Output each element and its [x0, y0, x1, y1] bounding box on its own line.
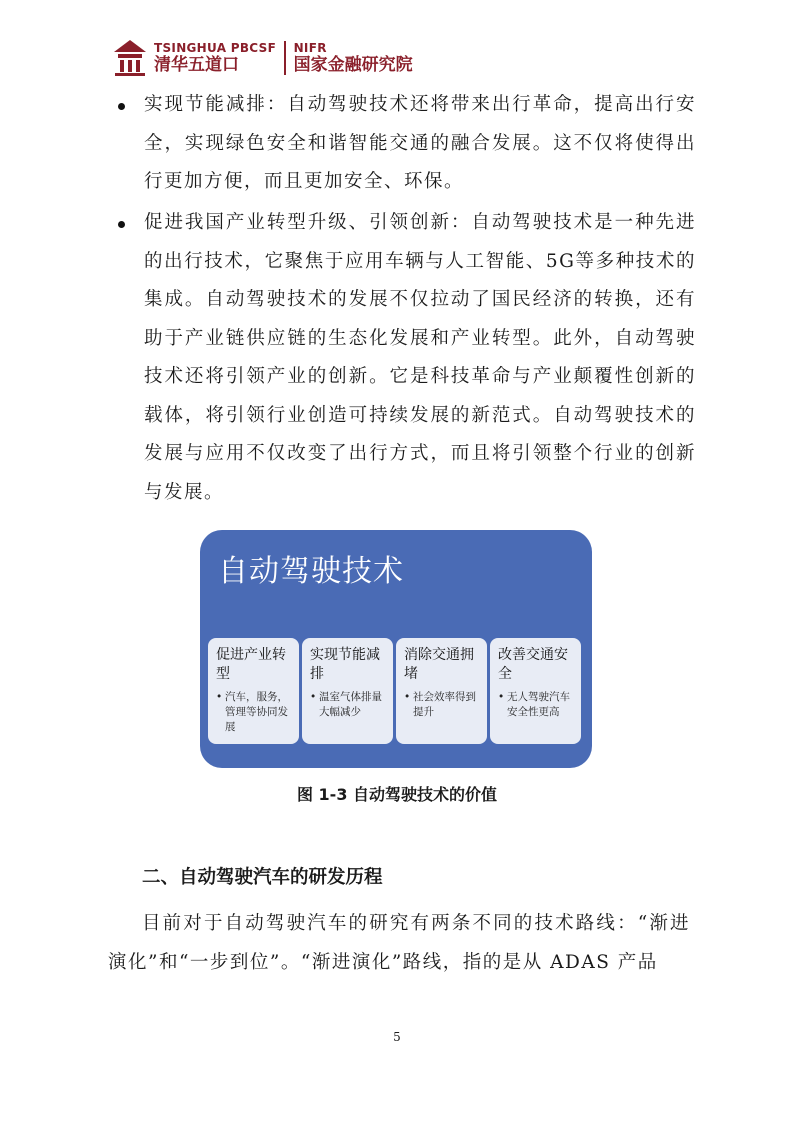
diagram-card-emissions [302, 638, 393, 744]
bullet-icon [118, 103, 125, 110]
tsinghua-logo-icon [112, 38, 148, 78]
logo-english: TSINGHUA PBCSF [154, 41, 277, 55]
value-diagram [200, 530, 592, 768]
card-title: 促进产业转型 [216, 647, 286, 682]
card-item: • 温室气体排量大幅减少 [310, 690, 385, 720]
section-heading: 二、自动驾驶汽车的研发历程 [142, 867, 383, 888]
logo-divider [284, 41, 286, 75]
logo-chinese: 清华五道口 [154, 55, 239, 75]
diagram-card-industry [208, 638, 299, 744]
bullet-text: 促进我国产业转型升级、引领创新：自动驾驶技术是一种先进的出行技术，它聚焦于应用车辆与人工智能、5G等多种技术的集成。自动驾驶技术的发展不仅拉动了国民经济的转换，还有助于产业链供应链的生态化发展和产业转型。此外，自动驾驶技术还将引领产业的创新。它是科技革命与产业颠覆性创新的载体，将引领行业创造可持续发展的新范式。自动驾驶技术的发展与应用不仅改变了出行方式，而且将引领整个行业的创新与发展。 [144, 212, 696, 503]
card-item: • 汽车，服务，管理等协同发展 [216, 690, 291, 735]
diagram-card-congestion [396, 638, 487, 744]
nifr-chinese: 国家金融研究院 [293, 55, 413, 75]
card-item: • 无人驾驶汽车安全性更高 [498, 690, 573, 720]
card-item: • 社会效率得到提升 [404, 690, 479, 720]
bullet-icon [118, 221, 125, 228]
diagram-card-safety [490, 638, 581, 744]
body-paragraph: 目前对于自动驾驶汽车的研究有两条不同的技术路线：“渐进演化”和“一步到位”。“渐进演化”路线，指的是从 ADAS 产品 [108, 913, 690, 973]
figure-caption: 图 1-3 自动驾驶技术的价值 [296, 785, 498, 804]
card-title: 实现节能减排 [310, 647, 380, 682]
page-header [112, 36, 413, 80]
card-title: 消除交通拥堵 [404, 647, 474, 682]
nifr-english: NIFR [293, 41, 327, 55]
bullet-text: 实现节能减排：自动驾驶技术还将带来出行革命，提高出行安全，实现绿色安全和谐智能交通的融合发展。这不仅将使得出行更加方便，而且更加安全、环保。 [144, 94, 696, 192]
page-number: 5 [393, 1030, 401, 1044]
card-title: 改善交通安全 [498, 647, 568, 682]
diagram-title: 自动驾驶技术 [218, 554, 404, 589]
